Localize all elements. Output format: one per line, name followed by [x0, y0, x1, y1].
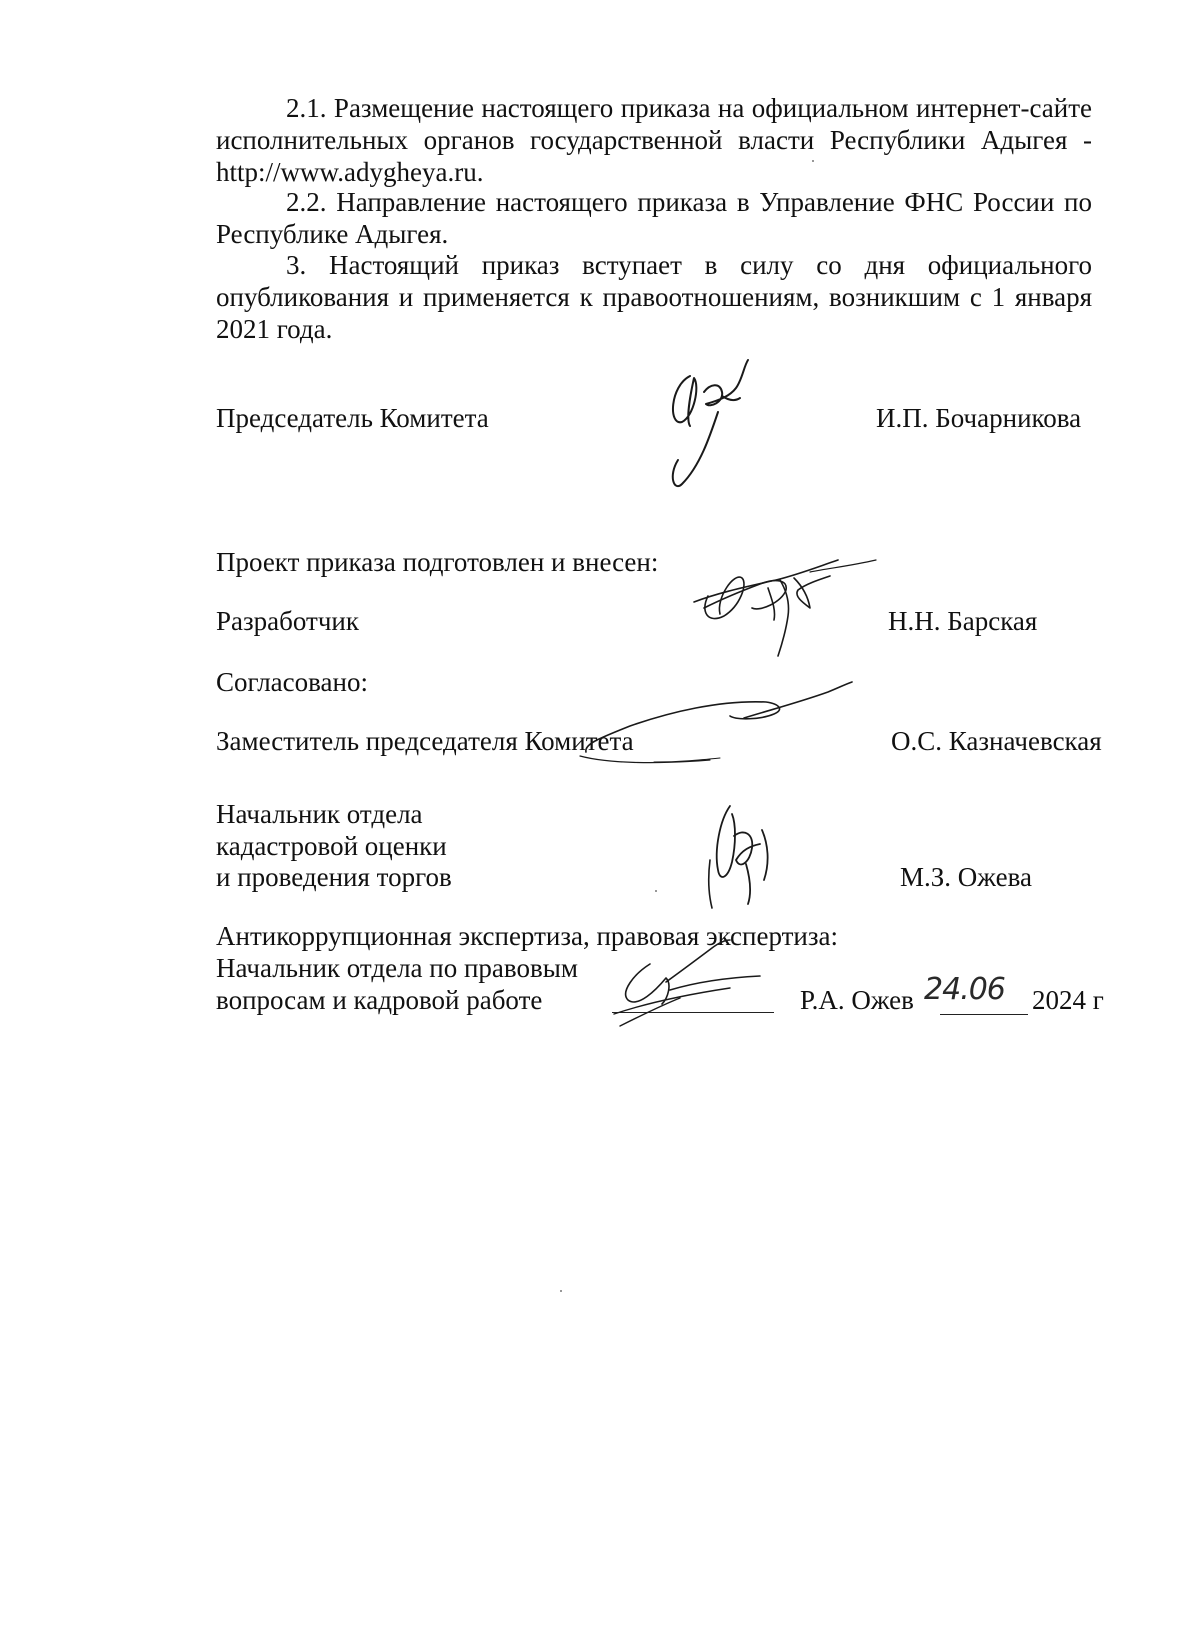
signature-ozhev-icon — [610, 938, 780, 1028]
paragraph-2-1: 2.1. Размещение настоящего приказа на официальном интернет-сайте исполнительных органов государственной власти Республики Адыгея - http://www.adygheya.ru. — [216, 93, 1092, 187]
signature-barskaya-icon — [690, 550, 880, 660]
expertise-name: Р.А. Ожев — [800, 985, 914, 1015]
cadastral-name: М.З. Ожева — [900, 862, 1032, 892]
cadastral-title-line-2: кадастровой оценки — [216, 831, 447, 861]
prepared-heading: Проект приказа подготовлен и внесен: — [216, 547, 659, 577]
paragraph-2-2: 2.2. Направление настоящего приказа в Управление ФНС России по Республике Адыгея. — [216, 187, 1092, 249]
signature-bocharnikova-icon — [660, 356, 770, 496]
handwritten-date: 24.06 — [924, 972, 1005, 1007]
scan-speck — [812, 160, 814, 162]
expertise-title-line-2: вопросам и кадровой работе — [216, 985, 543, 1015]
deputy-name: О.С. Казначевская — [891, 726, 1102, 756]
date-year: 2024 г — [1032, 985, 1104, 1015]
signature-kaznachevskaya-icon — [570, 680, 860, 770]
agreed-heading: Согласовано: — [216, 667, 368, 697]
cadastral-title-line-3: и проведения торгов — [216, 862, 452, 892]
developer-title: Разработчик — [216, 606, 359, 636]
signatory-name: И.П. Бочарникова — [876, 403, 1082, 433]
scan-speck — [655, 890, 657, 892]
signatory-title: Председатель Комитета — [216, 403, 489, 433]
deputy-title: Заместитель председателя Комитета — [216, 726, 634, 756]
developer-name: Н.Н. Барская — [888, 606, 1038, 636]
cadastral-title-line-1: Начальник отдела — [216, 799, 423, 829]
signature-ozheva-icon — [690, 800, 790, 920]
date-underline — [940, 1014, 1028, 1015]
expertise-title-line-1: Начальник отдела по правовым — [216, 953, 578, 983]
expertise-heading: Антикоррупционная экспертиза, правовая экспертиза: — [216, 921, 839, 951]
scan-speck — [560, 1290, 562, 1292]
paragraph-3: 3. Настоящий приказ вступает в силу со дня официального опубликования и применяется к правоотношениям, возникшим с 1 января 2021 года. — [216, 250, 1092, 344]
